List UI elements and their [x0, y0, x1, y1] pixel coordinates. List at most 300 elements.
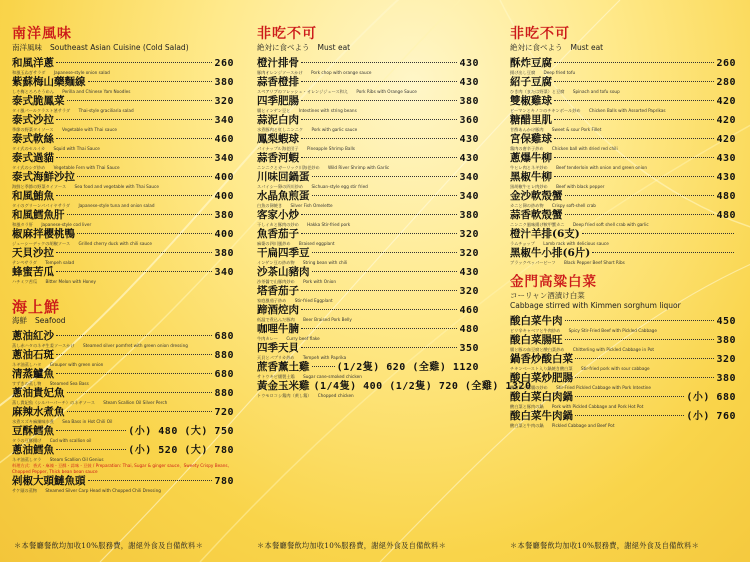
- dish-translation: タラの豆酥揚げ Cod with scallion oil: [12, 438, 92, 443]
- dish-translation: 沙茶醤で山豚肉炒め Pork with Onion: [257, 279, 337, 284]
- dish-price: 360: [459, 115, 479, 126]
- menu-item-row: [257, 361, 479, 374]
- dish-price: 780: [214, 476, 234, 487]
- item-list-sorghum-cabbage: [510, 315, 736, 429]
- menu-item: [510, 76, 736, 95]
- dish-translation: ネギ油蒸しタラ Steam Scallion Oil Genius: [12, 457, 104, 462]
- menu-item-row: [12, 406, 234, 419]
- menu-item: [257, 342, 479, 361]
- dotted-leader: [554, 119, 714, 120]
- menu-item: [257, 76, 479, 95]
- dish-translation: 和風タラ肝 Japanese-style cod liver: [12, 222, 92, 227]
- menu-item-row: [12, 228, 234, 241]
- dish-price: 320: [716, 354, 736, 365]
- menu-item: [510, 228, 736, 247]
- menu-item: [257, 152, 479, 171]
- menu-item-row: [257, 95, 479, 108]
- dish-translation: 甘酢あんかけ豚肉 Sweet & sour Pork Fillet: [510, 127, 602, 132]
- dish-translation: タイ式のシダ炒め Vegetable Fern with Thai Sauce: [12, 165, 120, 170]
- dotted-leader: [67, 411, 213, 412]
- menu-item-row: [510, 95, 736, 108]
- menu-item-row: [12, 133, 234, 146]
- menu-item-row: [257, 380, 532, 393]
- menu-item-row: [12, 76, 234, 89]
- dish-price: (1/2隻) 620 (全雞) 1120: [336, 362, 479, 373]
- dish-name: 蹄酒焢肉: [257, 304, 299, 316]
- menu-item: [12, 330, 234, 349]
- menu-item: [510, 190, 736, 209]
- section-subtitle: 海鮮 Seafood: [12, 316, 66, 325]
- item-list-seafood: [12, 330, 234, 494]
- menu-item-row: [257, 323, 479, 336]
- section-title-seafood: 海上鮮: [12, 298, 61, 316]
- preparation-note: 料理方式：香式・麻辣・豆酥・蒜味・豆鼓 / Preparation: Thai, Sugar & ginger sauce、Sweety Crispy Beans, Chopped Pepper, Thick bean bean sauce: [12, 463, 229, 474]
- dish-name: 豆酥鱈魚: [12, 425, 54, 437]
- dish-translation: 和風玉ねぎサラダ Japanese-style onion salad: [12, 70, 110, 75]
- dish-price: 680: [214, 331, 234, 342]
- dotted-leader: [301, 290, 457, 291]
- menu-item: [257, 57, 479, 76]
- dish-translation: チキンベースト入り鍋焼き酸白菜 Stir-fried pork with sour cabbage: [510, 366, 650, 371]
- dotted-leader: [301, 62, 457, 63]
- dotted-leader: [56, 354, 212, 355]
- dish-name: 酸白菜牛肉: [510, 315, 563, 327]
- dish-price: 280: [716, 77, 736, 88]
- menu-item: [12, 406, 234, 425]
- dish-price: 880: [214, 350, 234, 361]
- menu-item-row: [510, 76, 736, 89]
- menu-item: [12, 152, 234, 171]
- dish-translation: 海鮮と季節の野菜タイソース Sea food and vegetable with Thai Sauce: [12, 184, 159, 189]
- dish-price: 380: [716, 373, 736, 384]
- dotted-leader: [301, 347, 457, 348]
- menu-item-row: [257, 266, 479, 279]
- dish-translation: ブラックペッパービーフ Black Pepper Beef Short Ribs: [510, 260, 625, 265]
- dotted-leader: [565, 339, 715, 340]
- dish-name: 四季天貝: [257, 342, 299, 354]
- menu-column-1: [12, 0, 234, 562]
- menu-item-row: [510, 114, 736, 127]
- dish-name: 鍋香炒酸白菜: [510, 353, 573, 365]
- section-subtitle: 南洋風味 Southeast Asian Cuisine (Cold Salad): [12, 43, 189, 52]
- section-subtitle: 絶対に食べよう Must eat: [510, 43, 604, 52]
- dotted-leader: [56, 157, 212, 158]
- menu-item-row: [510, 152, 736, 165]
- dotted-leader: [554, 62, 714, 63]
- menu-item: [12, 171, 234, 190]
- dotted-leader: [312, 252, 458, 253]
- dotted-leader: [77, 233, 212, 234]
- menu-item: [510, 114, 736, 133]
- menu-item-row: [257, 190, 479, 203]
- menu-item: [510, 315, 736, 334]
- dish-translation: ハチミツ苦瓜 Bitter Melon with Honey: [12, 279, 96, 284]
- menu-item-row: [257, 133, 479, 146]
- menu-item: [510, 171, 736, 190]
- menu-item: [257, 323, 479, 342]
- dish-price: 460: [214, 134, 234, 145]
- dish-translation: 腸とインゲン豆と Intestines with string beans: [257, 108, 357, 113]
- menu-item-row: [12, 368, 234, 381]
- dish-name: 黑椒牛柳: [510, 171, 552, 183]
- dotted-leader: [565, 214, 715, 215]
- menu-item: [12, 349, 234, 368]
- menu-item: [12, 76, 234, 95]
- dotted-leader: [67, 214, 213, 215]
- dish-translation: ジューシーデックの胡椒ソース Grilled cherry duck with chili sauce: [12, 241, 152, 246]
- service-charge-note: ＊本餐廳餐飲均加收10%服務費，謝絕外食及自備飲料＊: [257, 541, 447, 550]
- dotted-leader: [56, 449, 126, 450]
- menu-item: [510, 247, 736, 266]
- dish-translation: タイ式のセルイカ Squid with Thai Sauce: [12, 146, 100, 151]
- dish-price: 430: [459, 58, 479, 69]
- dish-translation: 低温で煮込んだ豚肉 Beer Braised Pork Belly: [257, 317, 352, 322]
- dotted-leader: [56, 195, 212, 196]
- dish-translation: 蒸し赤ハタのネギ生姜ソースかけ Steamed silver pomfret with green onion dressing: [12, 343, 188, 348]
- menu-item-row: [12, 57, 234, 70]
- dish-price: (小) 760: [686, 411, 736, 422]
- dish-name: 川味回鍋蛋: [257, 171, 310, 183]
- menu-item: [12, 114, 234, 133]
- dish-name: 蒜香河蝦: [257, 152, 299, 164]
- dish-name: 塔香茄子: [257, 285, 299, 297]
- menu-item-row: [257, 247, 479, 260]
- dish-price: 400: [214, 229, 234, 240]
- menu-item-row: [12, 190, 234, 203]
- menu-item-row: [12, 114, 234, 127]
- dish-price: 430: [459, 267, 479, 278]
- dish-translation: サトウキビ燻製土鶏 Sugar cane-smoked chicken: [257, 374, 362, 379]
- section-title-southeast-asian: 南洋風味: [12, 26, 72, 42]
- dish-price: 340: [214, 267, 234, 278]
- dotted-leader: [56, 430, 126, 431]
- menu-item-row: [12, 152, 234, 165]
- dotted-leader: [575, 396, 684, 397]
- menu-item-row: [510, 171, 736, 184]
- dish-name: 椒麻拌櫻桃鴨: [12, 228, 75, 240]
- dotted-leader: [56, 119, 212, 120]
- section-subtitle: 絶対に食べよう Must eat: [257, 43, 351, 52]
- dish-name: 四季肥腸: [257, 95, 299, 107]
- dish-translation: ピーマンとキノコのチキンボール炒め Chicken Balls with Assorted Paprikas: [510, 108, 666, 113]
- menu-item: [510, 57, 736, 76]
- dish-translation: スペアリブのフレッシュ・オレンジジュース和え Pork Ribs with Orange Sauce: [257, 89, 417, 94]
- menu-item: [12, 368, 234, 387]
- dotted-leader: [77, 176, 212, 177]
- dish-translation: 腸と豚の血豆腐と酸白菜炒め Chitterling with Pickled Cabbage in Pot: [510, 347, 655, 352]
- dish-translation: 天貝とパプリカ炒め Tempeh with Paprika: [257, 355, 347, 360]
- dotted-leader: [575, 358, 714, 359]
- dish-translation: 酸白菜と豚肉の鍋 Pork with Pickled Cabbage and Pork Hot Pot: [510, 404, 644, 409]
- menu-item: [257, 190, 479, 209]
- dish-translation: しそ梅とろろそうめん Perilla and Chinese Yam Noodles: [12, 89, 131, 94]
- dish-name: 糖醋里肌: [510, 114, 552, 126]
- menu-item: [257, 114, 479, 133]
- dotted-leader: [592, 252, 734, 253]
- dish-price: 380: [459, 210, 479, 221]
- menu-item: [510, 353, 736, 372]
- dish-price: 880: [214, 388, 234, 399]
- dish-name: 蔥油紅沙: [12, 330, 54, 342]
- dotted-leader: [301, 214, 457, 215]
- dish-translation: 干しイカと豚肉の炒め Hakka Stir-fried pork: [257, 222, 351, 227]
- menu-item-row: [510, 190, 736, 203]
- menu-item-row: [257, 285, 479, 298]
- menu-item-row: [510, 209, 736, 222]
- dish-price: 380: [214, 77, 234, 88]
- dish-name: 橙汁排骨: [257, 57, 299, 69]
- dotted-leader: [312, 195, 458, 196]
- menu-item: [12, 475, 234, 494]
- menu-item-row: [12, 475, 234, 488]
- menu-item-row: [257, 209, 479, 222]
- service-charge-note: ＊本餐廳餐飲均加收10%服務費，謝絕外食及自備飲料＊: [14, 541, 204, 550]
- dish-price: 720: [214, 407, 234, 418]
- dish-translation: ラムチョップ Lamb rack with delicious sauce: [510, 241, 609, 246]
- menu-item-row: [257, 342, 479, 355]
- menu-item-row: [510, 391, 736, 404]
- menu-item: [257, 247, 479, 266]
- dish-translation: 酸白菜と豚腸の炒め Stir-Fried Pickled Cabbage with Pork Intestine: [510, 385, 651, 390]
- dish-price: 340: [214, 153, 234, 164]
- menu-item-row: [12, 444, 234, 457]
- dish-translation: 蒸し貴妃魚（シルバーパーチ）のネギソース Steam Scallion Oil Silver Perch: [12, 400, 168, 405]
- dish-price: 320: [459, 248, 479, 259]
- dish-price: (小) 480 (大) 750: [128, 426, 234, 437]
- dish-translation: ひき肉（または野菜）と豆腐 Spinach and tofu soup: [510, 89, 620, 94]
- dish-name: 清蒸鱸魚: [12, 368, 54, 380]
- menu-item: [510, 152, 736, 171]
- dish-name: 泰式脆鳳菜: [12, 95, 65, 107]
- dotted-leader: [56, 252, 212, 253]
- menu-item: [510, 133, 736, 152]
- dish-price: 260: [214, 58, 234, 69]
- menu-item-row: [510, 133, 736, 146]
- menu-item-row: [257, 57, 479, 70]
- menu-item-row: [12, 95, 234, 108]
- dish-price: 460: [459, 305, 479, 316]
- dish-name: 剁椒大頭鰱魚頭: [12, 475, 86, 487]
- dish-price: 320: [459, 229, 479, 240]
- dotted-leader: [554, 100, 714, 101]
- dotted-leader: [88, 81, 213, 82]
- menu-item-row: [510, 247, 736, 260]
- menu-item-row: [257, 152, 479, 165]
- menu-item-row: [510, 410, 736, 423]
- dish-name: 和風鮪魚: [12, 190, 54, 202]
- dish-name: 黃金玉米雞: [257, 380, 310, 392]
- dotted-leader: [301, 119, 457, 120]
- menu-item: [510, 334, 736, 353]
- dish-name: 蔥油石斑: [12, 349, 54, 361]
- dish-translation: インゲン豆の炒め物 String bean with chili: [257, 260, 348, 265]
- menu-item-row: [12, 247, 234, 260]
- dish-name: 泰式軟絲: [12, 133, 54, 145]
- menu-item-row: [257, 228, 479, 241]
- menu-item-row: [510, 57, 736, 70]
- dotted-leader: [56, 373, 212, 374]
- dish-name: 酸白菜炒肥腸: [510, 372, 573, 384]
- dish-translation: 麻婆の四川風炒め Braised eggplant: [257, 241, 335, 246]
- dish-translation: ピリ辛キャベツと牛肉炒め Spicy Stir-Fried Beef with Pickled Cabbage: [510, 328, 657, 333]
- dish-price: 480: [716, 191, 736, 202]
- dotted-leader: [565, 320, 715, 321]
- dish-name: 蔗香薰土雞: [257, 361, 310, 373]
- dish-name: 金沙軟殼蟹: [510, 190, 563, 202]
- dish-name: 橙汁羊排(6支): [510, 228, 580, 240]
- dotted-leader: [575, 415, 684, 416]
- dotted-leader: [301, 328, 457, 329]
- dish-price: 400: [214, 191, 234, 202]
- dish-name: 雙椒雞球: [510, 95, 552, 107]
- dish-translation: 水煮豚肉と紅しニンニク Pork with garlic sauce: [257, 127, 358, 132]
- menu-item: [12, 425, 234, 444]
- dish-price: 380: [716, 335, 736, 346]
- dotted-leader: [582, 233, 734, 234]
- dotted-leader: [301, 309, 457, 310]
- menu-item: [12, 444, 234, 475]
- menu-item-row: [510, 228, 736, 241]
- menu-item: [257, 133, 479, 152]
- menu-item: [12, 387, 234, 406]
- dish-name: 和風洋蔥: [12, 57, 54, 69]
- dish-name: 客家小炒: [257, 209, 299, 221]
- dotted-leader: [56, 62, 212, 63]
- dotted-leader: [565, 195, 715, 196]
- dotted-leader: [56, 138, 212, 139]
- dish-price: 430: [459, 77, 479, 88]
- menu-item-row: [12, 171, 234, 184]
- dotted-leader: [312, 366, 335, 367]
- dish-translation: ニンニク風味揚げ軟甲蟹カニ Deep fried soft shell crab with garlic: [510, 222, 649, 227]
- dish-translation: 酸白菜と牛肉の鍋 Pickled Cabbage and Beef Pot: [510, 423, 615, 428]
- dotted-leader: [554, 176, 714, 177]
- dish-price: 480: [459, 324, 479, 335]
- dish-name: 蜂蜜苦瓜: [12, 266, 54, 278]
- menu-item: [12, 133, 234, 152]
- dish-name: 沙茶山豬肉: [257, 266, 310, 278]
- dotted-leader: [312, 271, 458, 272]
- menu-item: [257, 304, 479, 323]
- menu-item: [510, 372, 736, 391]
- menu-item-row: [510, 353, 736, 366]
- menu-item-row: [12, 425, 234, 438]
- menu-item: [510, 209, 736, 228]
- dish-price: 450: [716, 316, 736, 327]
- dish-translation: 黒胡椒牛ヒレ肉炒め Beef with black pepper: [510, 184, 605, 189]
- dish-translation: 白魚の卵焼き Silver Fish Omelette: [257, 203, 333, 208]
- dish-translation: 牛肉カレー Curry beef flake: [257, 336, 320, 341]
- menu-item-row: [257, 304, 479, 317]
- dotted-leader: [554, 157, 714, 158]
- item-list-southeast-asian: [12, 57, 234, 285]
- dish-name: 紫蘇梅山藥麵線: [12, 76, 86, 88]
- dish-name: 蒜香軟殼蟹: [510, 209, 563, 221]
- dish-name: 酸白菜腸旺: [510, 334, 563, 346]
- menu-item: [12, 247, 234, 266]
- dotted-leader: [554, 81, 714, 82]
- dish-translation: すずきの蒸し物 Steamed Sea Bass: [12, 381, 89, 386]
- dotted-leader: [56, 335, 212, 336]
- menu-item-row: [12, 387, 234, 400]
- dotted-leader: [67, 100, 213, 101]
- dish-name: 蔥油貴妃魚: [12, 387, 65, 399]
- dish-price: 340: [214, 115, 234, 126]
- dish-price: (1/4隻) 400 (1/2隻) 720 (全雞) 1320: [313, 381, 532, 392]
- menu-item: [12, 95, 234, 114]
- menu-item: [257, 209, 479, 228]
- menu-item: [257, 380, 532, 399]
- dish-price: 480: [716, 210, 736, 221]
- dish-translation: タイのグリーンパパイヤサラダ Japanese-style tuna and onion salad: [12, 203, 155, 208]
- section-title-must-eat-2: 非吃不可: [510, 26, 570, 42]
- dish-price: (小) 680: [686, 392, 736, 403]
- menu-item: [257, 95, 479, 114]
- dotted-leader: [67, 392, 213, 393]
- dish-price: (小) 520 (大) 780: [128, 445, 234, 456]
- dish-name: 宮保雞球: [510, 133, 552, 145]
- dish-name: 天貝沙拉: [12, 247, 54, 259]
- dish-name: 蒜香橙排: [257, 76, 299, 88]
- menu-item-row: [257, 114, 479, 127]
- dish-price: 340: [459, 172, 479, 183]
- menu-item: [257, 285, 479, 304]
- dotted-leader: [312, 176, 458, 177]
- dish-price: 380: [459, 96, 479, 107]
- dish-price: 400: [214, 172, 234, 183]
- menu-column-3: [510, 0, 736, 562]
- dish-name: 水晶魚煎蛋: [257, 190, 310, 202]
- dish-price: 430: [716, 153, 736, 164]
- dish-name: 干扁四季豆: [257, 247, 310, 259]
- dish-price: 320: [459, 286, 479, 297]
- menu-item-row: [12, 266, 234, 279]
- dish-name: 泰式沙拉: [12, 114, 54, 126]
- menu-item: [510, 95, 736, 114]
- dish-name: 紹子豆腐: [510, 76, 552, 88]
- dish-translation: 豚肉オレンジソースかけ Pork chop with orange sauce: [257, 70, 372, 75]
- dotted-leader: [301, 81, 457, 82]
- menu-item: [12, 57, 234, 76]
- dish-price: 380: [214, 210, 234, 221]
- dish-translation: タイ風パールクラスト茎サラダ Thai-style graciliaria salad: [12, 108, 134, 113]
- dotted-leader: [575, 377, 714, 378]
- item-list-must-eat-2: [510, 57, 736, 266]
- dish-name: 麻辣水煮魚: [12, 406, 65, 418]
- dotted-leader: [56, 271, 212, 272]
- menu-item: [12, 266, 234, 285]
- dish-price: 420: [716, 96, 736, 107]
- dish-translation: トウモロコシ鶏肉（黄し鶏） Chopped chicken: [257, 393, 354, 398]
- dish-translation: ニンニクとガーリック川海老炒め Wild River Shrimp with Garlic: [257, 165, 390, 170]
- dish-price: 340: [459, 191, 479, 202]
- dish-name: 和風鱈魚肝: [12, 209, 65, 221]
- section-title-sorghum-cabbage: 金門高粱白菜: [510, 274, 597, 290]
- dish-translation: 水煮スズキ麻辣味水煮 Sea Bass in Hot Chili Oil: [12, 419, 113, 424]
- dish-name: 蒜泥白肉: [257, 114, 299, 126]
- service-charge-note: ＊本餐廳餐飲均加收10%服務費，謝絕外食及自備飲料＊: [510, 541, 700, 550]
- dish-translation: サケ頭の蒸物 Steamed Silver Carp Head with Chopped Chili Dressing: [12, 488, 161, 493]
- menu-item-row: [510, 315, 736, 328]
- dish-price: 350: [459, 343, 479, 354]
- dish-price: 320: [214, 96, 234, 107]
- dotted-leader: [554, 138, 714, 139]
- menu-item-row: [12, 349, 234, 362]
- menu-item: [12, 190, 234, 209]
- dish-price: 380: [214, 248, 234, 259]
- dotted-leader: [301, 233, 457, 234]
- dish-translation: 鶏肉の唐辛子炒め Chicken ball with dried red chili: [510, 146, 618, 151]
